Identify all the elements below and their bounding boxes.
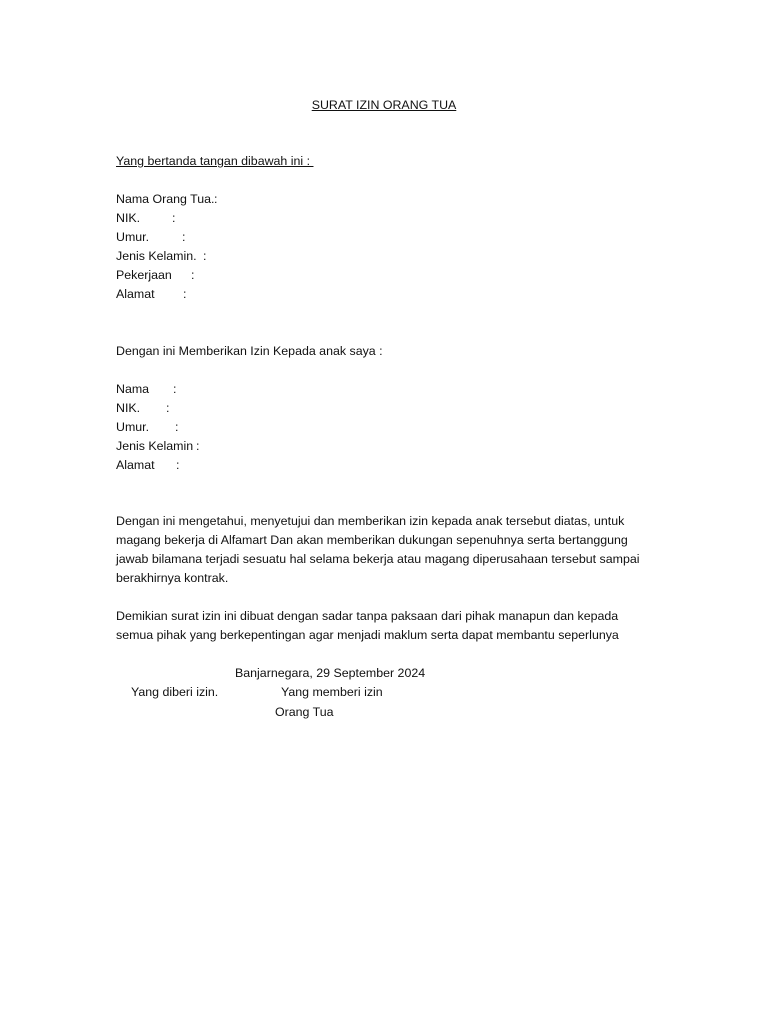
field-colon: : [173,382,177,396]
field-label: NIK. [116,211,141,225]
field-colon: : [176,458,180,472]
field-colon: : [166,401,170,415]
child-field-age [116,418,179,437]
place-date: Banjarnegara, 29 September 2024 [235,666,426,680]
field-label: Jenis Kelamin. [116,249,197,263]
field-label: Alamat [116,287,155,301]
paragraph-line: Demikian surat izin ini dibuat dengan sadar tanpa paksaan dari pihak manapun dan kepada [116,609,619,623]
child-field-name [116,380,177,399]
field-colon: : [183,287,187,301]
closing-paragraph [116,607,652,645]
child-field-nik [116,399,170,418]
child-field-address [116,456,180,475]
permission-intro: Dengan ini Memberikan Izin Kepada anak saya : [116,344,383,358]
intro-text: Yang bertanda tangan dibawah ini : [116,154,314,168]
field-label: Alamat [116,458,155,472]
field-colon: : [182,230,186,244]
right-signer-label: Yang memberi izin [281,685,383,699]
child-field-gender [116,437,200,456]
consent-paragraph [116,512,652,588]
left-signer-label: Yang diberi izin. [131,685,219,699]
parent-field-age [116,228,186,247]
field-colon: : [191,268,195,282]
parent-field-occupation [116,266,195,285]
field-colon: : [196,439,200,453]
field-label: Pekerjaan [116,268,172,282]
paragraph-line: berakhirnya kontrak. [116,571,229,585]
field-label: Jenis Kelamin [116,439,194,453]
parent-field-gender [116,247,207,266]
field-label: Nama Orang Tua. [116,192,215,206]
parent-field-name [116,190,218,209]
field-colon: : [175,420,179,434]
field-label: NIK. [116,401,141,415]
field-label: Umur. [116,230,150,244]
document-title: SURAT IZIN ORANG TUA [311,98,457,112]
right-signer-role: Orang Tua [275,705,334,719]
field-colon: : [214,192,218,206]
field-colon: : [172,211,176,225]
parent-field-nik [116,209,176,228]
parent-field-address [116,285,187,304]
paragraph-line: Dengan ini mengetahui, menyetujui dan memberikan izin kepada anak tersebut diatas, untuk [116,514,625,528]
field-colon: : [203,249,207,263]
paragraph-line: magang bekerja di Alfamart Dan akan memberikan dukungan sepenuhnya serta bertanggung [116,533,628,547]
field-label: Umur. [116,420,150,434]
paragraph-line: semua pihak yang berkepentingan agar menjadi maklum serta dapat membantu seperlunya [116,628,619,642]
paragraph-line: jawab bilamana terjadi sesuatu hal selama bekerja atau magang diperusahaan tersebut sampai [116,552,640,566]
field-label: Nama [116,382,150,396]
